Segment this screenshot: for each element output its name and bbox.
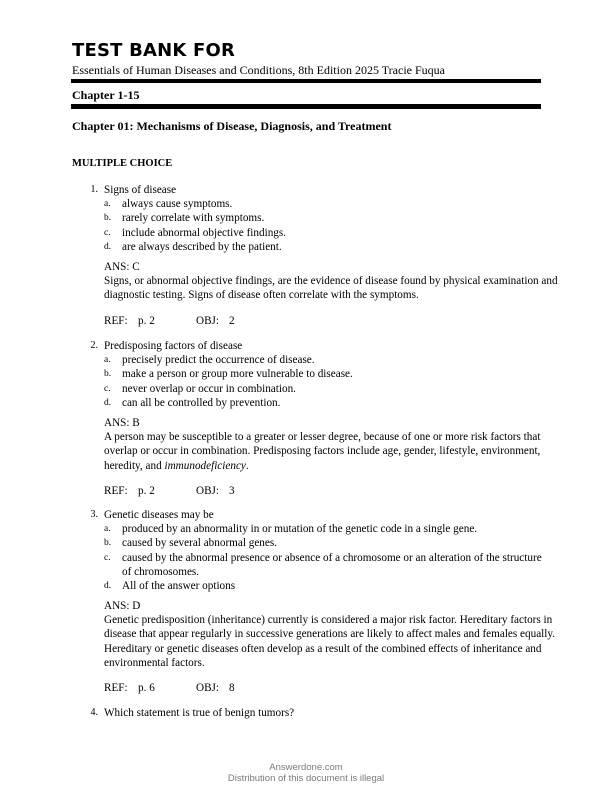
chapter-title: Chapter 01: Mechanisms of Disease, Diagnosis, and Treatment: [72, 119, 392, 133]
option-text: All of the answer options: [122, 580, 236, 593]
question-stem: Genetic diseases may be: [104, 509, 214, 521]
option-letter: a.: [104, 524, 111, 534]
obj-value: 8: [229, 682, 235, 694]
reference-line: [104, 314, 235, 328]
question-stem: Signs of disease: [104, 184, 177, 196]
header-rule-thick: [71, 79, 541, 83]
footer-watermark-notice: Distribution of this document is illegal: [227, 773, 385, 784]
obj-value: 2: [229, 315, 235, 327]
ref-label: REF:: [104, 485, 128, 497]
answer-rationale: Signs, or abnormal objective findings, are the evidence of disease found by physical examination and diagnostic testing. Signs of disease often correlate with the symptoms.: [104, 275, 558, 302]
option-letter: b.: [104, 369, 112, 380]
option-text: can all be controlled by prevention.: [122, 396, 281, 409]
ref-value: p. 2: [138, 485, 155, 497]
option-text: precisely predict the occurrence of disease.: [122, 354, 315, 366]
option-text: never overlap or occur in combination.: [122, 382, 296, 395]
chapter-range: Chapter 1-15: [72, 88, 140, 102]
chapter-rule-thin: [71, 108, 541, 109]
option-letter: d.: [104, 581, 112, 592]
answer-key: ANS: B: [104, 417, 140, 429]
option-text: include abnormal objective findings.: [122, 226, 287, 239]
question-number: 3.: [90, 509, 98, 520]
obj-value: 3: [229, 485, 235, 497]
option-letter: d.: [104, 241, 112, 252]
ref-label: REF:: [104, 315, 128, 327]
option-text: rarely correlate with symptoms.: [122, 212, 265, 225]
option-letter: d.: [104, 397, 112, 408]
option-letter: c.: [104, 383, 111, 394]
obj-label: OBJ:: [196, 485, 220, 497]
option-letter: c.: [104, 227, 111, 238]
option-letter: c.: [104, 552, 111, 563]
rationale-text-end: .: [245, 459, 249, 472]
document-title: TEST BANK FOR: [72, 40, 236, 61]
reference-line: [104, 681, 235, 695]
rationale-text: A person may be susceptible to a greater or lesser degree, because of one or more risk factors that overlap or occur in combination. Predisposing factors include age, gender, lifestyle, environment, heredity, and: [104, 431, 541, 472]
obj-label: OBJ:: [196, 315, 220, 327]
answer-rationale: Genetic predisposition (inheritance) currently is considered a major risk factor. Hereditary factors in disease that appear regularly in successive generations are likely to affect males and females equally. Hereditary or genetic diseases often develop as a result of the combined effects of inheritance and environmental factors.: [104, 614, 556, 669]
option-letter: a.: [104, 355, 111, 365]
option-text: are always described by the patient.: [122, 240, 282, 253]
option-letter: a.: [104, 199, 111, 209]
option-letter: b.: [104, 213, 112, 224]
obj-label: OBJ:: [196, 682, 220, 694]
section-heading: MULTIPLE CHOICE: [72, 158, 173, 169]
option-text: always cause symptoms.: [122, 198, 233, 210]
option-text: produced by an abnormality in or mutation of the genetic code in a single gene.: [122, 523, 478, 535]
answer-key: ANS: D: [104, 600, 141, 612]
answer-rationale: [104, 430, 559, 473]
answer-key: ANS: C: [104, 261, 140, 273]
option-text: caused by several abnormal genes.: [122, 537, 278, 550]
question-stem: Predisposing factors of disease: [104, 340, 243, 352]
question-number: 2.: [90, 340, 98, 351]
option-text: make a person or group more vulnerable to disease.: [122, 368, 353, 381]
question-stem: Which statement is true of benign tumors?: [104, 707, 295, 719]
question-number: 4.: [90, 707, 98, 718]
document-subtitle: Essentials of Human Diseases and Conditions, 8th Edition 2025 Tracie Fuqua: [72, 63, 445, 77]
ref-label: REF:: [104, 682, 128, 694]
footer-watermark-site: Answerdone.com: [269, 762, 343, 773]
option-text: caused by the abnormal presence or absence of a chromosome or an alteration of the structure of chromosomes.: [122, 551, 542, 578]
rationale-italic-term: immunodeficiency: [164, 459, 246, 472]
question-number: 1.: [90, 184, 98, 195]
option-letter: b.: [104, 538, 112, 549]
reference-line: [104, 484, 235, 498]
ref-value: p. 6: [138, 682, 155, 694]
ref-value: p. 2: [138, 315, 155, 327]
